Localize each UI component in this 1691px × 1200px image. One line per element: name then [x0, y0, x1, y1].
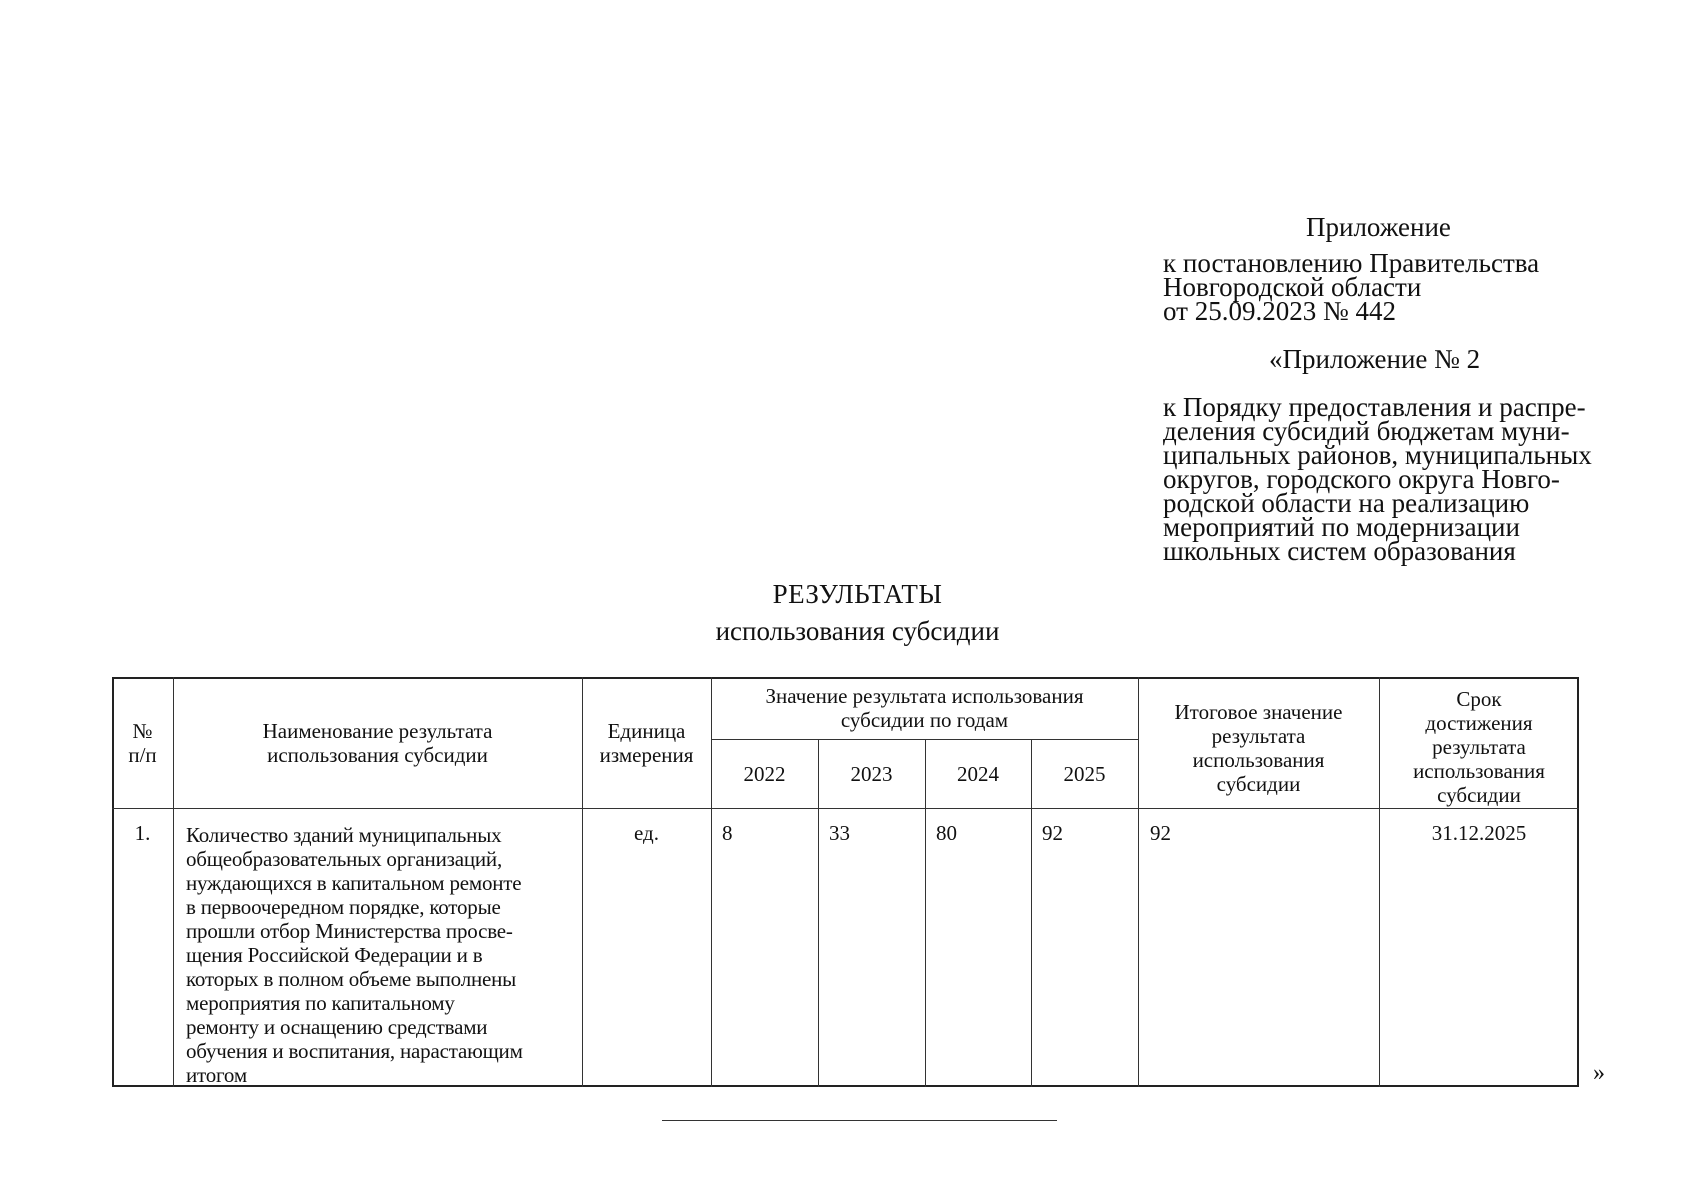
header-unit [582, 677, 711, 808]
header-values-group [711, 681, 1138, 735]
header-name [173, 677, 582, 808]
header-year-label: 2022 [743, 761, 786, 786]
appendix-line: Новгородской области [1163, 272, 1422, 302]
appendix2-line: к Порядку предоставления и распре- [1163, 392, 1586, 422]
appendix2-line: округов, городского округа Новго- [1163, 464, 1560, 494]
header-year [1031, 739, 1138, 808]
document-subtitle: использования субсидии [715, 616, 1000, 646]
appendix2-line: деления субсидий бюджетам муни- [1163, 416, 1570, 446]
row-name-line: общеобразовательных организаций, [186, 847, 503, 871]
row-value-2024: 80 [936, 821, 957, 845]
row-total: 92 [1150, 821, 1171, 845]
header-total-line: Итоговое значение [1174, 700, 1343, 724]
row-name-line: обучения и воспитания, нарастающим [186, 1039, 523, 1063]
row-value-2023: 33 [829, 821, 850, 845]
table-divider [112, 808, 1579, 809]
header-num-line: № [132, 718, 153, 743]
row-unit: ед. [634, 821, 659, 845]
header-year [818, 739, 925, 808]
appendix-line: от 25.09.2023 № 442 [1163, 296, 1396, 326]
appendix2-line: родской области на реализацию [1163, 488, 1530, 518]
appendix2-line: школьных систем образования [1163, 536, 1516, 566]
row-name-line: Количество зданий муниципальных [186, 823, 502, 847]
row-num: 1. [134, 821, 151, 845]
appendix2-line: мероприятий по модернизации [1163, 512, 1520, 542]
row-name-line: нуждающихся в капитальном ремонте [186, 871, 522, 895]
header-name-line: использования субсидии [267, 742, 488, 767]
header-name-line: Наименование результата [262, 718, 493, 743]
appendix2-line: ципальных районов, муниципальных [1163, 440, 1592, 470]
header-unit-line: Единица [607, 718, 686, 743]
header-total-line: результата [1211, 724, 1306, 748]
row-deadline: 31.12.2025 [1431, 821, 1527, 845]
header-total-line: субсидии [1216, 772, 1301, 796]
row-name-line: щения Российской Федерации и в [186, 943, 483, 967]
row-name-line: прошли отбор Министерства просве- [186, 919, 513, 943]
row-name-line: итогом [186, 1063, 247, 1087]
row-name-line: мероприятия по капитальному [186, 991, 455, 1015]
header-year [925, 739, 1031, 808]
closing-quote: » [1593, 1060, 1605, 1086]
document-title: РЕЗУЛЬТАТЫ [772, 579, 943, 609]
header-deadline-line: результата [1432, 735, 1526, 759]
header-values-line: субсидии по годам [840, 708, 1009, 732]
row-name-line: которых в полном объеме выполнены [186, 967, 517, 991]
row-value-2025: 92 [1042, 821, 1063, 845]
header-total [1138, 693, 1379, 803]
header-year-label: 2024 [957, 761, 999, 786]
header-values-line: Значение результата использования [765, 684, 1084, 708]
appendix-title: Приложение [1306, 212, 1451, 242]
appendix2-title: «Приложение № 2 [1269, 344, 1481, 374]
header-deadline [1379, 686, 1579, 808]
row-value-2022: 8 [722, 821, 733, 845]
header-total-line: использования [1192, 748, 1325, 772]
footer-rule [662, 1120, 1057, 1121]
header-unit-line: измерения [599, 742, 694, 767]
header-deadline-line: субсидии [1437, 783, 1521, 807]
header-year-label: 2025 [1063, 761, 1106, 786]
header-num [112, 677, 173, 808]
header-deadline-line: использования [1413, 759, 1545, 783]
appendix-line: к постановлению Правительства [1163, 248, 1540, 278]
row-name-line: ремонту и оснащению средствами [186, 1015, 488, 1039]
header-deadline-line: достижения [1425, 711, 1533, 735]
header-deadline-line: Срок [1456, 687, 1502, 711]
header-year-label: 2023 [850, 761, 893, 786]
header-year [711, 739, 818, 808]
row-name-line: в первоочередном порядке, которые [186, 895, 501, 919]
header-num-line: п/п [128, 742, 157, 767]
row-name [186, 823, 523, 1087]
